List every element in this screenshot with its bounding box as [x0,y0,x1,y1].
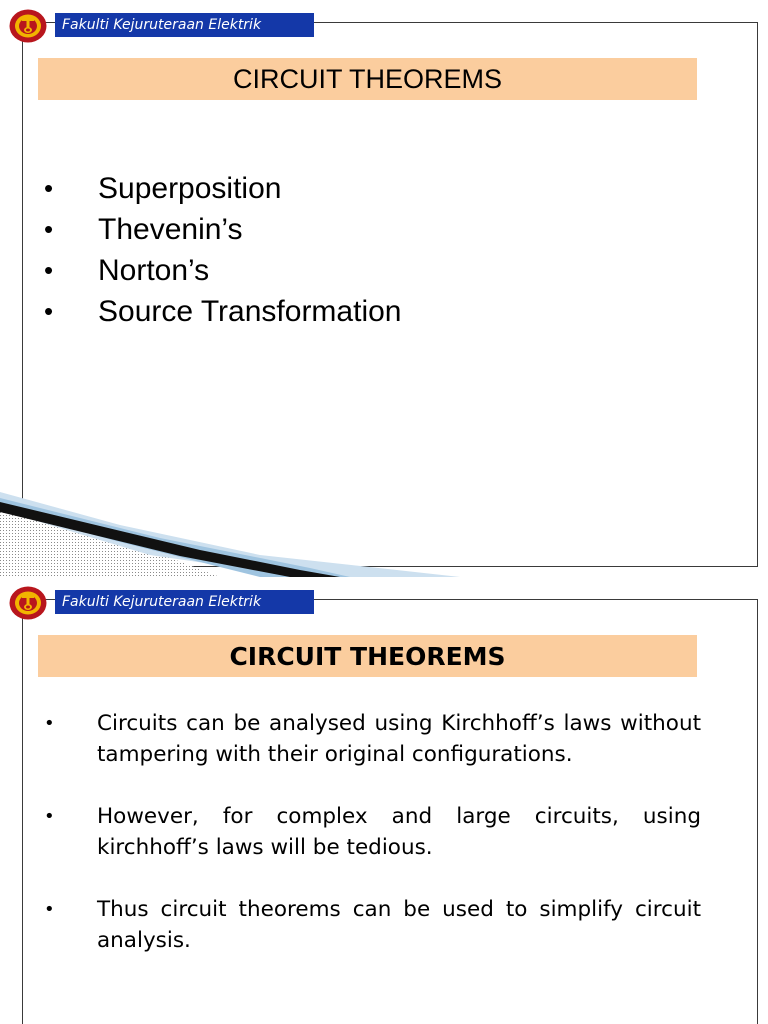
list-item [44,801,701,863]
explanation-list [44,708,701,987]
bullet: • [44,713,55,734]
list-item [44,291,694,332]
bullet: • [44,214,54,244]
list-item-text: However, for complex and large circuits, using kirchhoff’s laws will be tedious. [97,804,701,860]
faculty-banner: Fakulti Kejuruteraan Elektrik [55,590,314,614]
list-item [44,168,694,209]
theorem-list [44,168,694,332]
list-item [44,209,694,250]
bullet: • [44,173,54,203]
slide-title: CIRCUIT THEOREMS [38,58,697,100]
list-item-text: Source Transformation [98,295,402,328]
university-logo-icon [9,586,47,620]
list-item-text: Thus circuit theorems can be used to simplify circuit analysis. [97,897,701,953]
university-logo-icon [9,9,47,43]
faculty-banner: Fakulti Kejuruteraan Elektrik [55,13,314,37]
bullet: • [44,806,55,827]
bullet: • [44,899,55,920]
list-item [44,894,701,956]
list-item-text: Thevenin’s [98,213,243,246]
bullet: • [44,296,54,326]
slide-title: CIRCUIT THEOREMS [38,635,697,677]
list-item-text: Circuits can be analysed using Kirchhoff’s laws without tampering with their original configurations. [97,711,701,767]
list-item-text: Norton’s [98,254,210,287]
bullet: • [44,255,54,285]
list-item-text: Superposition [98,172,282,205]
swoosh-decoration [0,470,470,577]
list-item [44,250,694,291]
list-item [44,708,701,770]
